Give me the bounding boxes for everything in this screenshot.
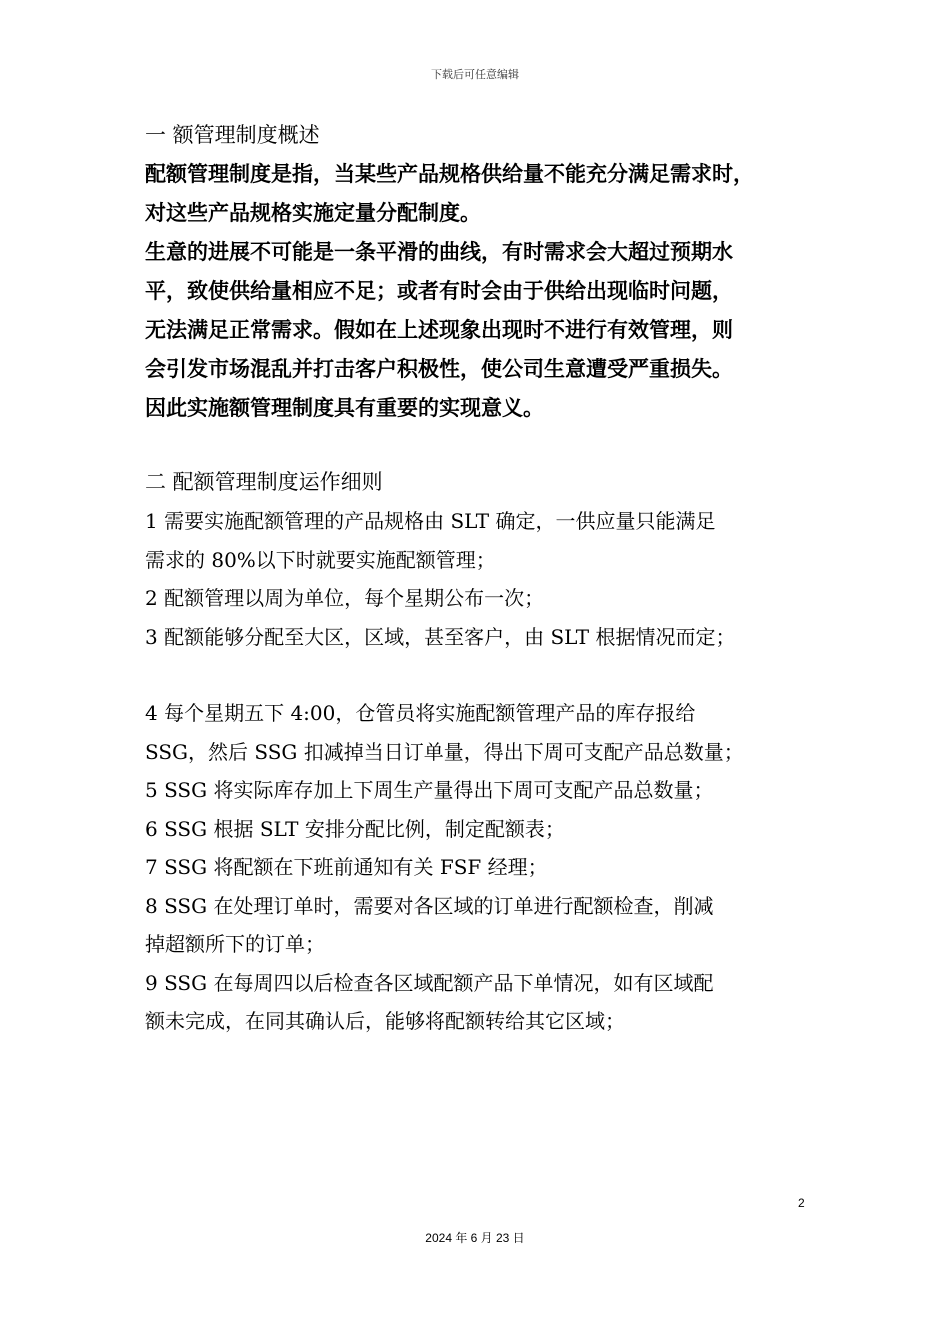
paragraph-line: 平，致使供给量相应不足；或者有时会由于供给出现临时问题， bbox=[145, 279, 733, 303]
rule-line: 3 配额能够分配至大区，区域，甚至客户，由 SLT 根据情况而定； bbox=[145, 624, 736, 649]
rule-line: 5 SSG 将实际库存加上下周生产量得出下周可支配产品总数量； bbox=[145, 778, 714, 802]
section-heading-overview: 一 额管理制度概述 bbox=[145, 123, 320, 147]
rule-line: 额未完成，在同其确认后，能够将配额转给其它区域； bbox=[145, 1009, 625, 1033]
rule-line: 4 每个星期五下 4:00，仓管员将实施配额管理产品的库存报给 bbox=[145, 701, 696, 725]
paragraph-line: 无法满足正常需求。假如在上述现象出现时不进行有效管理，则 bbox=[145, 318, 733, 342]
section-heading-rules: 二 配额管理制度运作细则 bbox=[145, 470, 383, 494]
rule-line: SSG，然后 SSG 扣减掉当日订单量，得出下周可支配产品总数量； bbox=[145, 739, 744, 764]
paragraph-line: 对这些产品规格实施定量分配制度。 bbox=[145, 201, 481, 225]
rule-line: 掉超额所下的订单； bbox=[145, 932, 325, 956]
rule-line: 9 SSG 在每周四以后检查各区域配额产品下单情况，如有区域配 bbox=[145, 970, 714, 995]
rule-line: 1 需要实施配额管理的产品规格由 SLT 确定，一供应量只能满足 bbox=[145, 509, 716, 533]
rule-line: 2 配额管理以周为单位，每个星期公布一次； bbox=[145, 586, 545, 610]
page-header: 下载后可任意编辑 bbox=[431, 68, 519, 81]
paragraph-line: 配额管理制度是指，当某些产品规格供给量不能充分满足需求时， bbox=[145, 162, 754, 186]
section-rules bbox=[145, 502, 820, 1041]
page-footer-date: 2024 年 6 月 23 日 bbox=[425, 1231, 525, 1245]
rule-line: 需求的 80%以下时就要实施配额管理； bbox=[145, 547, 496, 572]
document-body bbox=[145, 116, 820, 1041]
rule-line: 6 SSG 根据 SLT 安排分配比例，制定配额表； bbox=[145, 816, 565, 841]
paragraph-line: 会引发市场混乱并打击客户积极性，使公司生意遭受严重损失。 bbox=[145, 357, 733, 381]
paragraph-line: 生意的进展不可能是一条平滑的曲线，有时需求会大超过预期水 bbox=[145, 240, 733, 264]
rule-line: 8 SSG 在处理订单时，需要对各区域的订单进行配额检查，削减 bbox=[145, 893, 714, 918]
paragraph-line: 因此实施额管理制度具有重要的实现意义。 bbox=[145, 396, 544, 420]
page-number: 2 bbox=[798, 1196, 805, 1210]
rule-line: 7 SSG 将配额在下班前通知有关 FSF 经理； bbox=[145, 855, 548, 879]
section-overview bbox=[145, 116, 820, 428]
